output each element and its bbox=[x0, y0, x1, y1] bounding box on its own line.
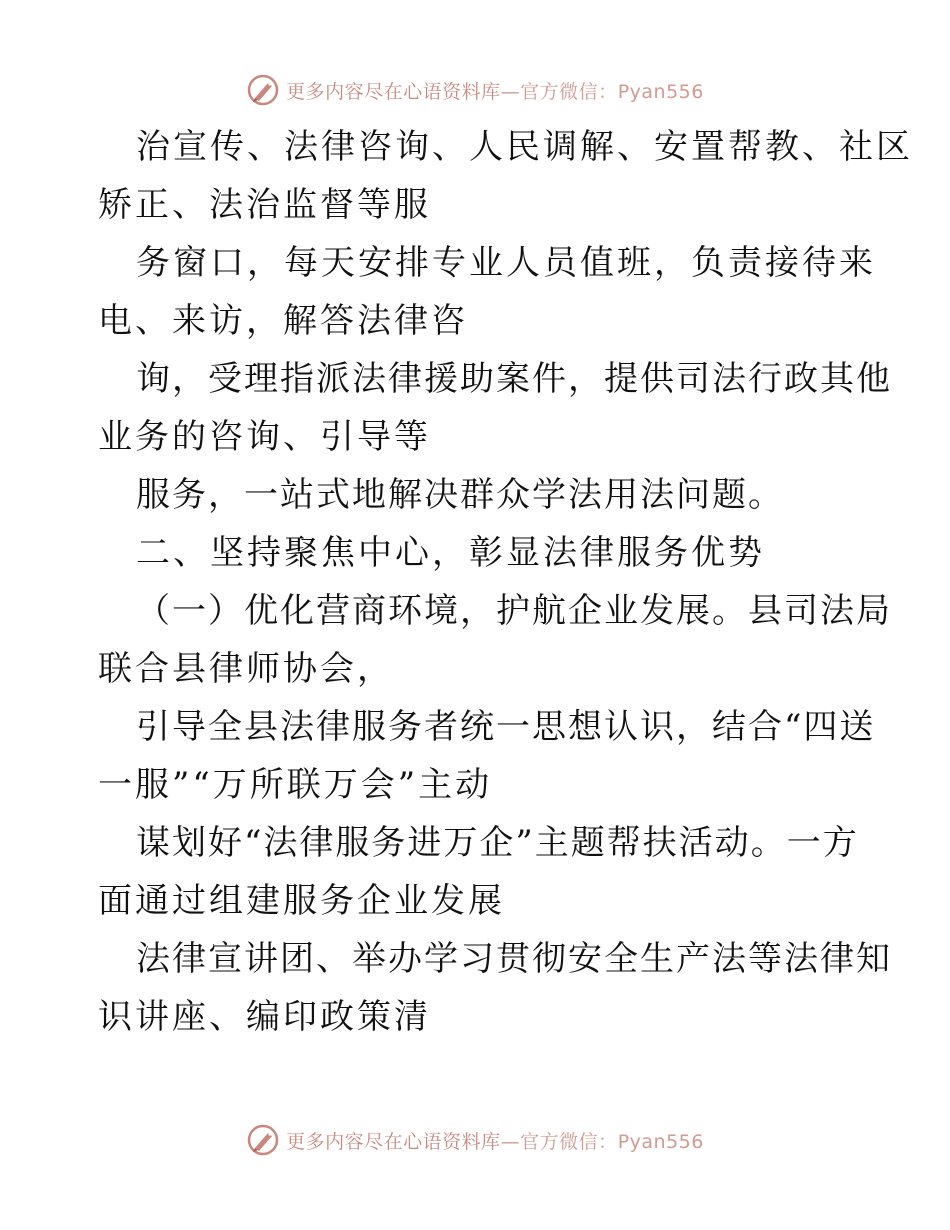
footer-watermark-banner bbox=[0, 1120, 950, 1160]
text-line-15: 法律宣讲团、举办学习贯彻安全生产法等法律知 bbox=[136, 939, 892, 979]
text-line-12: 一服”“万所联万会”主动 bbox=[98, 765, 493, 805]
text-line-16: 识讲座、编印政策清 bbox=[98, 997, 431, 1037]
header-watermark-banner bbox=[0, 70, 950, 110]
banner-separator: — bbox=[500, 1130, 521, 1153]
text-line-2: 矫正、法治监督等服 bbox=[98, 185, 431, 225]
banner-site-text: 更多内容尽在心语资料库 bbox=[286, 80, 501, 103]
banner-separator: — bbox=[500, 80, 521, 103]
text-line-11: 引导全县法律服务者统一思想认识，结合“四送 bbox=[136, 707, 876, 747]
banner-wechat-id: Pyan556 bbox=[617, 80, 704, 103]
banner-wechat-id: Pyan556 bbox=[617, 1130, 704, 1153]
text-line-1: 治宣传、法律咨询、人民调解、安置帮教、社区 bbox=[136, 127, 913, 167]
text-line-6: 业务的咨询、引导等 bbox=[98, 417, 431, 457]
pen-nib-icon bbox=[246, 73, 280, 107]
banner-wechat-label: 官方微信： bbox=[520, 80, 618, 103]
text-line-13: 谋划好“法律服务进万企”主题帮扶活动。一方 bbox=[136, 823, 859, 863]
text-line-9: （一）优化营商环境，护航企业发展。县司法局 bbox=[136, 591, 892, 631]
text-line-3: 务窗口，每天安排专业人员值班，负责接待来 bbox=[136, 243, 876, 283]
text-line-7: 服务，一站式地解决群众学法用法问题。 bbox=[136, 475, 784, 515]
footer-banner-inner bbox=[246, 1123, 704, 1157]
text-line-14: 面通过组建服务企业发展 bbox=[98, 881, 505, 921]
header-banner-inner bbox=[246, 73, 704, 107]
document-body bbox=[98, 118, 913, 1046]
pen-nib-icon bbox=[246, 1123, 280, 1157]
text-line-10: 联合县律师协会， bbox=[98, 649, 394, 689]
text-line-4: 电、来访，解答法律咨 bbox=[98, 301, 468, 341]
header-banner-text bbox=[286, 77, 704, 104]
text-line-8: 二、坚持聚焦中心，彰显法律服务优势 bbox=[136, 533, 765, 573]
footer-banner-text bbox=[286, 1127, 704, 1154]
text-line-5: 询，受理指派法律援助案件，提供司法行政其他 bbox=[136, 359, 892, 399]
banner-site-text: 更多内容尽在心语资料库 bbox=[286, 1130, 501, 1153]
banner-wechat-label: 官方微信： bbox=[520, 1130, 618, 1153]
